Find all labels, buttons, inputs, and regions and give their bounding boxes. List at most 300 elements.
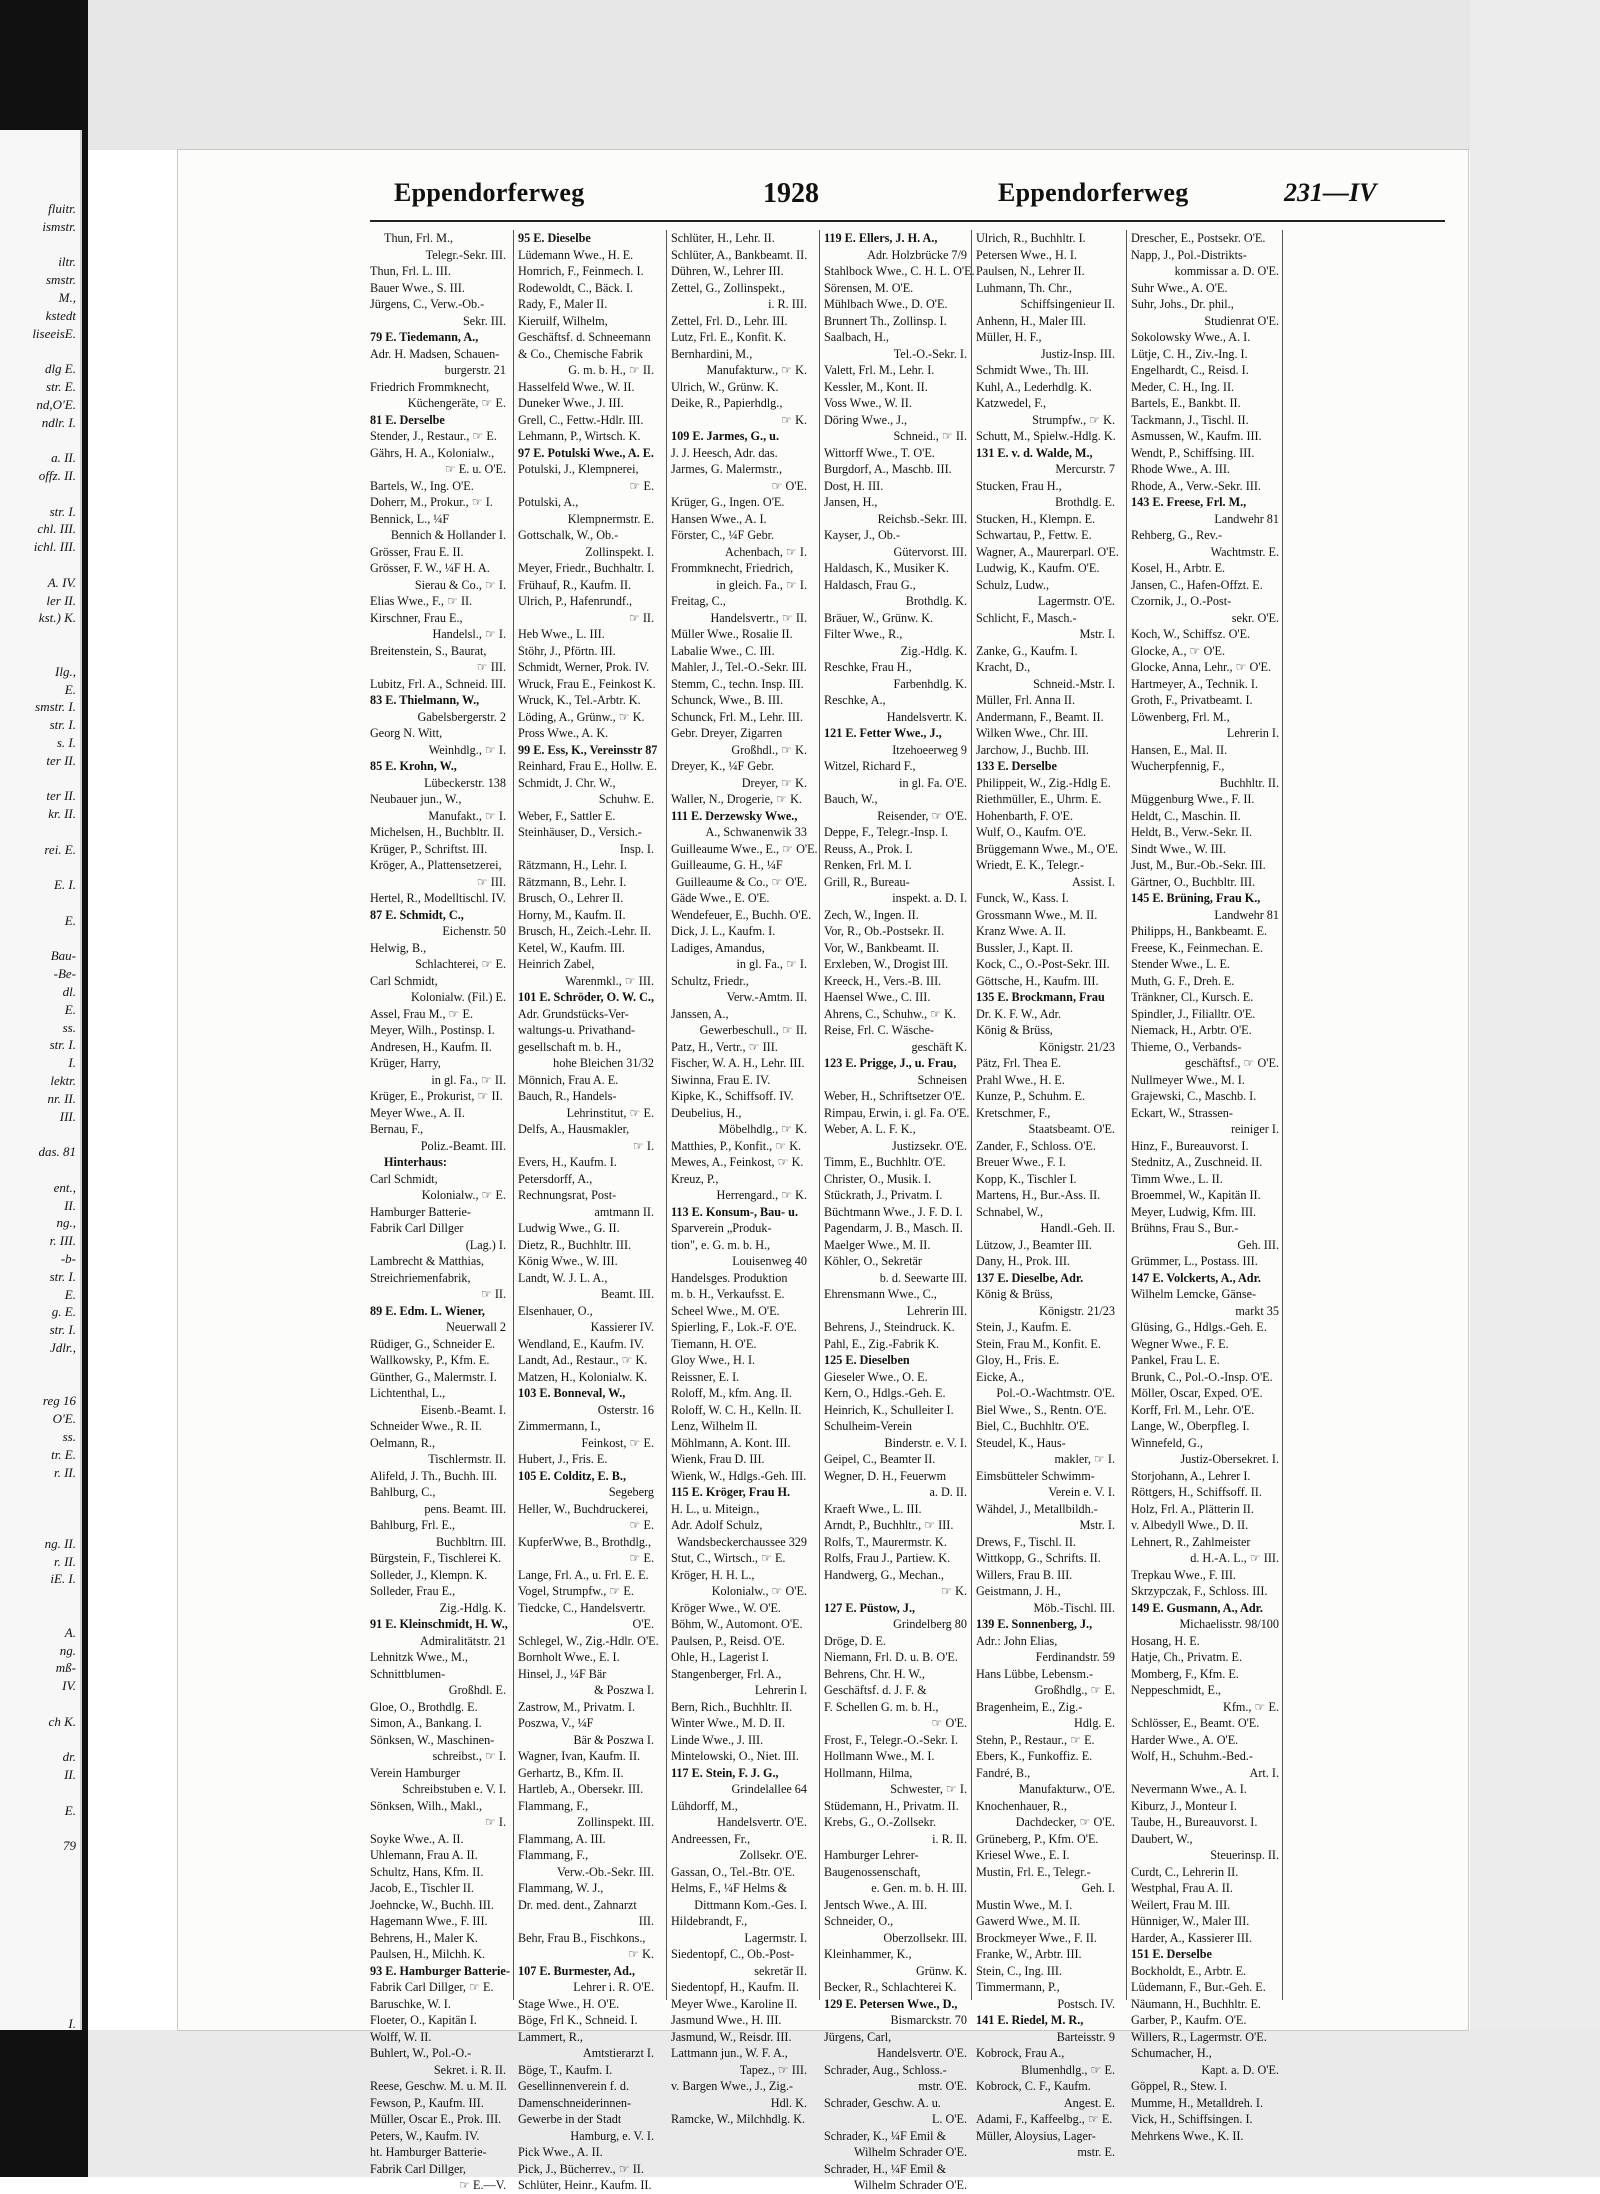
adjacent-page-line: str. E.: [46, 378, 76, 394]
directory-entry-line: Knochenhauer, R.,: [976, 1798, 1067, 1813]
directory-entry-line: Geistmann, J. H.,: [976, 1584, 1061, 1598]
directory-entry-line: Hünniger, W., Maler III.: [1131, 1914, 1250, 1928]
directory-entry-line: Assist. I.: [1071, 874, 1115, 889]
directory-entry-line: Sörensen, M. O'E.: [824, 280, 914, 295]
directory-entry-line: Jarchow, J., Buchb. III.: [976, 742, 1089, 757]
directory-entry-line: Wilken Wwe., Chr. III.: [976, 726, 1088, 740]
directory-entry-line: Meyer, Wilh., Postinsp. I.: [370, 1023, 495, 1037]
directory-entry-line: Flammang, F.,: [518, 1798, 589, 1813]
directory-entry-line: Bern, Rich., Buchhltr. II.: [671, 1699, 793, 1714]
adjacent-page-line: ter II.: [46, 752, 76, 768]
directory-entry-line: ☞ E.: [629, 478, 654, 493]
adjacent-page-line: ter II.: [46, 788, 76, 804]
directory-entry-line: Bahlburg, C.,: [370, 1485, 436, 1499]
directory-entry-line: Wilhelm Schrader O'E.: [853, 2145, 967, 2159]
directory-entry-line: Schlüter, H., Lehr. II.: [671, 231, 775, 245]
directory-entry-line: Siedentopf, C., Ob.-Post-: [671, 1947, 795, 1961]
directory-entry-line: Weber, F., Sattler E.: [518, 808, 616, 823]
directory-entry-line: Zettel, G., Zollinspekt.,: [671, 280, 786, 295]
directory-entry-line: Gährs, H. A., Kolonialw.,: [370, 445, 495, 460]
directory-entry-line: ☞ II.: [628, 610, 654, 625]
directory-entry-line: Rolfs, T., Maurermstr. K.: [824, 1534, 947, 1549]
directory-entry-line: Mahler, J., Tel.-O.-Sekr. III.: [671, 660, 807, 674]
directory-entry-line: Gewerbeschull., ☞ II.: [699, 1023, 807, 1037]
directory-entry-line: Krebs, G., O.-Zollsekr.: [824, 1815, 937, 1829]
directory-entry-line: Schumacher, H.,: [1131, 2046, 1212, 2060]
house-number-entry: 133 E. Derselbe: [976, 759, 1057, 773]
directory-entry-line: Stednitz, A., Zuschneid. II.: [1131, 1155, 1263, 1169]
directory-entry-line: Adr. Holzbrücke 7/9: [867, 247, 967, 262]
directory-entry-line: Reese, Geschw. M. u. M. II.: [370, 2079, 507, 2093]
directory-entry-line: Curdt, C., Lehrerin II.: [1131, 1864, 1239, 1879]
directory-entry-line: Luhmann, Th. Chr.,: [976, 280, 1072, 295]
directory-entry-line: Mstr. I.: [1079, 627, 1115, 641]
adjacent-page-line: [0, 1517, 80, 1535]
directory-entry-line: Bismarckstr. 70: [890, 2013, 967, 2027]
directory-entry-line: Adami, F., Kaffeelbg., ☞ E.: [976, 2112, 1113, 2126]
directory-entry-line: Reise, Frl. C. Wäsche-: [824, 1023, 935, 1037]
directory-entry-line: Andreessen, Fr.,: [671, 1831, 751, 1846]
directory-entry-line: Lubitz, Frl. A., Schneid. III.: [370, 676, 507, 691]
directory-entry-line: Löding, A., Grünw., ☞ K.: [518, 709, 645, 724]
header-year: 1928: [763, 178, 819, 209]
directory-entry-line: Westphal, Frau A. II.: [1131, 1881, 1233, 1895]
adjacent-page-line: str. I.: [49, 1322, 76, 1338]
directory-entry-line: Prahl Wwe., H. E.: [976, 1072, 1065, 1087]
directory-entry-line: Tiemann, H. O'E.: [671, 1336, 757, 1351]
directory-entry-line: Valett, Frl. M., Lehr. I.: [824, 363, 935, 377]
directory-entry-line: Haldasch, K., Musiker K.: [824, 561, 949, 575]
adjacent-page-line: lseilS.: [44, 2123, 76, 2139]
adjacent-page-line: ler II.: [46, 592, 76, 608]
house-number-entry: 113 E. Konsum-, Bau- u.: [671, 1204, 798, 1219]
directory-entry-line: Willers, Frau B. III.: [976, 1567, 1073, 1582]
house-number-entry: 147 E. Volckerts, A., Adr.: [1131, 1270, 1261, 1285]
directory-entry-line: Meyer, Ludwig, Kfm. III.: [1131, 1204, 1257, 1219]
directory-entry-line: Duneker Wwe., J. III.: [518, 396, 624, 410]
directory-entry-line: Vor, R., Ob.-Postsekr. II.: [824, 924, 945, 938]
directory-entry-line: Reuss, A., Prok. I.: [824, 841, 913, 856]
directory-entry-line: Deike, R., Papierhdlg.,: [671, 396, 783, 410]
directory-entry-line: Glüsing, G., Hdlgs.-Geh. E.: [1131, 1320, 1267, 1334]
directory-entry-line: & Poszwa I.: [594, 1683, 654, 1697]
directory-entry-line: Beamt. III.: [600, 1287, 654, 1301]
adjacent-page-line: iE. I.: [50, 1571, 76, 1587]
adjacent-page-line: str. I.: [49, 1037, 76, 1053]
directory-entry-line: Gottschalk, W., Ob.-: [518, 528, 619, 542]
directory-entry-line: Art. I.: [1249, 1765, 1279, 1780]
directory-entry-line: Verw.-Ob.-Sekr. III.: [556, 1864, 654, 1879]
directory-entry-line: Scheel Wwe., M. O'E.: [671, 1303, 780, 1318]
adjacent-page-line: O'E.: [52, 1411, 76, 1427]
directory-entry-line: Zech, W., Ingen. II.: [824, 907, 919, 922]
directory-entry-line: Schulheim-Verein: [824, 1419, 912, 1433]
directory-entry-line: Kranz Wwe. A. II.: [976, 924, 1066, 938]
directory-entry-line: Haldasch, Frau G.,: [824, 577, 916, 592]
directory-entry-line: Manufakt., ☞ I.: [428, 808, 506, 823]
directory-entry-line: Lehnitzk Wwe., M.,: [370, 1650, 468, 1664]
adjacent-page-text: [0, 200, 80, 2140]
directory-entry-line: e. Gen. m. b. H. III.: [871, 1881, 967, 1895]
directory-entry-line: Stein, Frau M., Konfit. E.: [976, 1336, 1101, 1351]
directory-entry-line: Bauer Wwe., S. III.: [370, 280, 465, 295]
adjacent-page-line: [0, 1891, 80, 1909]
directory-entry-line: Hollmann, Hilma,: [824, 1765, 913, 1780]
directory-entry-line: Bragenheim, E., Zig.-: [976, 1699, 1083, 1714]
directory-entry-line: waltungs-u. Privathand-: [518, 1023, 636, 1037]
directory-entry-line: inspekt. a. D. I.: [892, 891, 967, 905]
directory-entry-line: Stein, C., Ing. III.: [976, 1963, 1062, 1978]
directory-entry-line: hohe Bleichen 31/32: [553, 1056, 654, 1070]
directory-entry-line: Lütje, C. H., Ziv.-Ing. I.: [1131, 346, 1248, 361]
directory-entry-line: Louisenweg 40: [732, 1254, 807, 1268]
directory-entry-line: Büchtmann Wwe., J. F. D. I.: [824, 1204, 963, 1219]
header-page-number: 231—IV: [1284, 178, 1377, 207]
directory-entry-line: Ramcke, W., Milchhdlg. K.: [671, 2112, 806, 2126]
directory-entry-line: Hinz, F., Bureauvorst. I.: [1131, 1138, 1249, 1153]
directory-entry-line: Lüdemann, F., Bur.-Geh. E.: [1131, 1980, 1266, 1994]
directory-entry-line: Schwartau, P., Fettw. E.: [976, 528, 1092, 542]
directory-entry-line: Freitag, C.,: [671, 594, 726, 608]
adjacent-page-line: [0, 645, 80, 663]
directory-entry-line: Gloy, H., Fris. E.: [976, 1353, 1060, 1367]
directory-entry-line: Dr. K. F. W., Adr.: [976, 1006, 1062, 1021]
directory-entry-line: Kayser, J., Ob.-: [824, 528, 901, 542]
directory-entry-line: Andermann, F., Beamt. II.: [976, 709, 1104, 724]
adjacent-page-line: [0, 894, 80, 912]
directory-entry-line: Neppeschmidt, E.,: [1131, 1683, 1222, 1697]
directory-entry-line: Warenmkl., ☞ III.: [565, 973, 654, 988]
directory-entry-line: Reisender, ☞ O'E.: [877, 808, 967, 823]
directory-entry-line: Zander, F., Schloss. O'E.: [976, 1138, 1096, 1153]
house-number-entry: 141 E. Riedel, M. R.,: [976, 2013, 1084, 2027]
directory-entry-line: Schlachterei, ☞ E.: [415, 957, 506, 971]
directory-entry-line: Vick, H., Schiffsingen. I.: [1131, 2112, 1253, 2126]
directory-entry-line: Ulrich, R., Buchhltr. I.: [976, 231, 1086, 245]
directory-entry-line: Ohle, H., Lagerist I.: [671, 1650, 769, 1664]
directory-entry-line: Lehrerin I.: [754, 1683, 807, 1697]
directory-entry-line: Friedrich Frommknecht,: [370, 379, 490, 394]
house-number-entry: 135 E. Brockmann, Frau: [976, 990, 1105, 1004]
directory-entry-line: Becker, R., Schlachterei K.: [824, 1980, 957, 1994]
directory-entry-line: F. Schellen G. m. b. H.,: [824, 1699, 939, 1714]
directory-entry-line: Ferdinandstr. 59: [1035, 1650, 1115, 1664]
directory-entry-line: Justiz-Insp. III.: [1040, 346, 1115, 361]
directory-entry-line: Dreyer, ☞ K.: [741, 775, 807, 790]
page-header: [178, 178, 1468, 216]
directory-entry-line: Lutz, Frl. E., Konfit. K.: [671, 330, 787, 344]
directory-entry-line: Janssen, A.,: [671, 1006, 729, 1021]
directory-entry-line: Handelsvertr. O'E.: [717, 1815, 807, 1829]
directory-entry-line: Bornholt Wwe., E. I.: [518, 1650, 620, 1664]
adjacent-page-line: [0, 1855, 80, 1873]
adjacent-page-line: E. I.: [53, 877, 76, 893]
directory-entry-line: Lattmann jun., W. F. A.,: [671, 2046, 788, 2060]
adjacent-page-line: str. I.: [49, 503, 76, 519]
adjacent-page-line: reg 16: [42, 1393, 76, 1409]
directory-entry-line: Lützow, J., Beamter III.: [976, 1237, 1092, 1252]
directory-entry-line: Göttsche, H., Kaufm. III.: [976, 973, 1099, 988]
adjacent-page-line: g. E.: [51, 1304, 76, 1320]
house-number-entry: 99 E. Ess, K., Vereinsstr 87: [518, 742, 658, 757]
directory-entry-line: Reissner, E. I.: [671, 1369, 740, 1384]
directory-entry-line: Schneider Wwe., R. II.: [370, 1419, 482, 1433]
directory-entry-line: Storjohann, A., Lehrer I.: [1131, 1468, 1251, 1483]
directory-entry-line: Hatje, Ch., Privatm. E.: [1131, 1650, 1243, 1664]
directory-entry-line: Sierau & Co., ☞ I.: [414, 577, 506, 592]
directory-entry-line: Handwerg, G., Mechan.,: [824, 1567, 944, 1582]
directory-page: [178, 150, 1468, 2192]
directory-entry-line: Müller, Frl. Anna II.: [976, 693, 1076, 707]
house-number-entry: 105 E. Colditz, E. B.,: [518, 1468, 627, 1483]
adjacent-page-line: K.: [64, 2087, 76, 2103]
adjacent-page-line: dr.: [62, 1749, 76, 1765]
directory-entry-line: Adr. Adolf Schulz,: [671, 1518, 763, 1532]
directory-entry-line: Adr.: John Elias,: [976, 1633, 1058, 1648]
directory-entry-line: Stöhr, J., Pförtn. III.: [518, 643, 616, 658]
adjacent-page-line: -Be-: [53, 966, 76, 982]
directory-entry-line: Simon, A., Bankang. I.: [370, 1716, 482, 1730]
directory-entry-line: Kröger Wwe., W. O'E.: [671, 1600, 781, 1615]
directory-entry-line: Gärtner, O., Buchbltr. III.: [1131, 874, 1256, 889]
directory-entry-line: Schlüter, A., Bankbeamt. II.: [671, 247, 808, 262]
directory-entry-line: Ahrens, C., Schuhw., ☞ K.: [824, 1006, 957, 1021]
directory-entry-line: Möb.-Tischl. III.: [1033, 1600, 1115, 1615]
adjacent-page-line: ichl. III.: [33, 539, 76, 555]
directory-entry-line: Witzel, Richard F.,: [824, 759, 916, 773]
adjacent-page-line: dlg E.: [44, 361, 76, 377]
directory-entry-line: a. D. II.: [929, 1485, 967, 1499]
directory-entry-line: Ebers, K., Funkoffiz. E.: [976, 1749, 1093, 1763]
directory-entry-line: Steudel, K., Haus-: [976, 1435, 1066, 1450]
directory-entry-line: Bockholdt, E., Arbtr. E.: [1131, 1963, 1247, 1978]
directory-entry-line: Baugenossenschaft,: [824, 1864, 921, 1879]
directory-entry-line: Damenschneiderinnen-: [518, 2095, 632, 2110]
directory-entry-line: ☞ E.: [629, 1518, 654, 1532]
directory-entry-line: Schnittblumen-: [370, 1666, 446, 1681]
directory-entry-line: Potulski, A.,: [518, 495, 579, 509]
directory-entry-line: Heller, W., Buchdruckerei,: [518, 1501, 649, 1516]
directory-entry-line: Jansen, C., Hafen-Offzt. E.: [1131, 577, 1263, 592]
house-number-entry: 143 E. Freese, Frl. M.,: [1131, 495, 1247, 509]
directory-entry-line: Gewerbe in der Stadt: [518, 2112, 622, 2126]
directory-entry-line: Kern, O., Hdlgs.-Geh. E.: [824, 1386, 946, 1400]
directory-entry-line: Mustin, Frl. E., Telegr.-: [976, 1864, 1091, 1879]
directory-entry-line: Gabelsbergerstr. 2: [417, 709, 506, 724]
directory-entry-line: Kopp, K., Tischler I.: [976, 1171, 1077, 1186]
directory-entry-line: ☞ E. u. O'E.: [444, 462, 506, 476]
directory-entry-line: L. O'E.: [931, 2112, 967, 2126]
directory-entry-line: Holz, Frl. A., Plätterin II.: [1131, 1501, 1254, 1516]
directory-entry-line: Katzwedel, F.,: [976, 396, 1047, 410]
directory-entry-line: Ketel, W., Kaufm. III.: [518, 940, 625, 955]
directory-entry-line: Schiffsingenieur II.: [1020, 297, 1115, 311]
directory-entry-line: Bär & Poszwa I.: [573, 1732, 654, 1747]
directory-entry-line: in gl. Fa., ☞ I.: [736, 957, 807, 971]
directory-entry-line: Gäde Wwe., E. O'E.: [671, 891, 770, 905]
directory-entry-line: Deppe, F., Telegr.-Insp. I.: [824, 825, 949, 839]
directory-entry-line: Roloff, W. C. H., Kelln. II.: [671, 1402, 802, 1417]
adjacent-page-line: [0, 431, 80, 449]
directory-entry-line: Lehrerin III.: [906, 1303, 967, 1318]
directory-entry-line: Meyer Wwe., A. II.: [370, 1105, 465, 1120]
directory-entry-line: Kipke, K., Schiffsoff. IV.: [671, 1089, 794, 1103]
directory-entry-line: Löwenberg, Frl. M.,: [1131, 709, 1230, 724]
directory-entry-line: Lübeckerstr. 138: [424, 775, 506, 790]
directory-entry-line: Mewes, A., Feinkost, ☞ K.: [671, 1155, 804, 1169]
directory-entry-line: Kieruilf, Wilhelm,: [518, 313, 608, 328]
adjacent-page-line: ss.: [62, 1019, 76, 1035]
adjacent-page-line: [0, 236, 80, 254]
directory-entry-line: Sindt Wwe., W. III.: [1131, 841, 1226, 856]
directory-entry-line: Winnefeld, G.,: [1131, 1435, 1203, 1450]
directory-entry-line: Kretschmer, F.,: [976, 1105, 1051, 1120]
directory-entry-line: Admiralitätstr. 21: [420, 1633, 506, 1648]
directory-entry-line: Mühlbach Wwe., D. O'E.: [824, 297, 948, 311]
directory-entry-line: Sekr. III.: [463, 313, 506, 328]
directory-entry-line: Herrengard., ☞ K.: [716, 1188, 807, 1202]
directory-entry-line: Hans Lübbe, Lebensm.-: [976, 1666, 1094, 1681]
directory-entry-line: Poszwa, V., ¼F: [518, 1716, 594, 1730]
directory-entry-line: Kleinhammer, K.,: [824, 1947, 912, 1961]
directory-entry-line: Rhode, A., Verw.-Sekr. III.: [1131, 478, 1261, 493]
directory-entry-line: Müller Wwe., Rosalie II.: [671, 627, 793, 641]
directory-entry-line: Gerhartz, B., Kfm. II.: [518, 1765, 624, 1780]
directory-entry-line: Glocke, Anna, Lehr., ☞ O'E.: [1131, 660, 1272, 674]
directory-entry-line: Kreuz, P.,: [671, 1171, 719, 1186]
directory-entry-line: III.: [638, 1914, 654, 1928]
directory-entry-line: Drews, F., Tischl. II.: [976, 1534, 1076, 1549]
directory-entry-line: Jasmund, W., Reisdr. III.: [671, 2029, 792, 2044]
house-number-entry: 129 E. Petersen Wwe., D.,: [824, 1996, 958, 2011]
directory-entry-line: Landwehr 81: [1214, 511, 1279, 526]
directory-entry-line: Kriesel Wwe., E. I.: [976, 1848, 1070, 1862]
directory-entry-line: Andresen, H., Kaufm. II.: [370, 1039, 492, 1054]
house-number-entry: 145 E. Brüning, Frau K.,: [1131, 891, 1261, 905]
directory-entry-line: Wendt, P., Schiffsing. III.: [1131, 445, 1255, 460]
adjacent-page-line: r. II.: [53, 1553, 76, 1569]
directory-entry-line: Segeberg: [608, 1485, 654, 1499]
directory-entry-line: Geschäftsf. d. J. F. &: [824, 1683, 927, 1697]
directory-entry-line: Grösser, F. W., ¼F H. A.: [370, 561, 490, 575]
directory-entry-line: Kfm., ☞ E.: [1223, 1699, 1279, 1714]
directory-entry-line: Willers, R., Lagermstr. O'E.: [1131, 2029, 1267, 2044]
directory-entry-line: Philippeit, W., Zig.-Hdlg E.: [976, 775, 1111, 790]
directory-entry-line: Garber, P., Kaufm. O'E.: [1131, 2013, 1247, 2027]
directory-entry-line: Maelger Wwe., M. II.: [824, 1237, 931, 1252]
directory-entry-line: Gesellinnenverein f. d.: [518, 2079, 630, 2093]
directory-entry-line: Ehrensmann Wwe., C.,: [824, 1287, 937, 1301]
directory-entry-line: Burgdorf, A., Maschb. III.: [824, 462, 952, 476]
adjacent-page-line: [0, 1161, 80, 1179]
adjacent-page-line: [0, 930, 80, 948]
directory-entry-line: Stehn, P., Restaur., ☞ E.: [976, 1732, 1095, 1747]
directory-entry-line: v. Bargen Wwe., J., Zig.-: [671, 2079, 793, 2093]
directory-entry-line: Möhlmann, A. Kont. III.: [671, 1435, 791, 1450]
directory-entry-line: Rady, F., Maler II.: [518, 297, 608, 311]
directory-entry-line: ☞ K.: [941, 1584, 967, 1598]
directory-entry-line: Zettel, Frl. D., Lehr. III.: [671, 313, 788, 328]
directory-entry-line: Schrader, H., ¼F Emil &: [824, 2161, 947, 2176]
directory-entry-line: Stender, J., Restaur., ☞ E.: [370, 429, 497, 443]
directory-entry-line: Lehrerin I.: [1226, 726, 1279, 740]
directory-entry-line: Momberg, F., Kfm. E.: [1131, 1666, 1239, 1681]
directory-entry-line: Wähdel, J., Metallbildh.-: [976, 1501, 1098, 1516]
directory-entry-line: Daubert, W.,: [1131, 1831, 1193, 1846]
directory-entry-line: Schunck, Wwe., B. III.: [671, 693, 784, 707]
directory-entry-line: Solleder, J., Klempn. K.: [370, 1567, 488, 1582]
directory-entry-line: Hohenbarth, F. O'E.: [976, 808, 1074, 823]
directory-entry-line: Rhode Wwe., A. III.: [1131, 462, 1230, 476]
directory-entry-line: Schlegel, W., Zig.-Hdlr. O'E.: [518, 1633, 659, 1648]
directory-entry-line: Wegner, D. H., Feuerwm: [824, 1468, 947, 1483]
directory-entry-line: Baruschke, W. I.: [370, 1996, 451, 2011]
adjacent-page-line: ng.,: [56, 1215, 76, 1231]
directory-entry-line: Guilleaume, G. H., ¼F: [671, 858, 783, 872]
directory-entry-line: m. b. H., Verkaufsst. E.: [671, 1287, 785, 1301]
directory-entry-line: Fewson, P., Kaufm. III.: [370, 2095, 484, 2110]
directory-entry-line: Stucken, H., Klempn. E.: [976, 511, 1096, 526]
directory-entry-line: Horny, M., Kaufm. II.: [518, 907, 626, 922]
directory-entry-line: Adr. H. Madsen, Schauen-: [370, 346, 500, 361]
directory-entry-line: Vor, W., Bankbeamt. II.: [824, 940, 940, 955]
directory-entry-line: Grünw. K.: [916, 1963, 967, 1978]
directory-entry-line: Biel Wwe., S., Rentn. O'E.: [976, 1402, 1107, 1417]
directory-entry-line: Böge, Frl K., Schneid. I.: [518, 2013, 638, 2027]
directory-entry-line: Kobrock, C. F., Kaufm.: [976, 2079, 1091, 2093]
adjacent-page-line: E.: [64, 912, 76, 928]
directory-entry-line: Schlicht, F., Masch.-: [976, 610, 1077, 625]
column-3: [666, 230, 818, 2126]
column-1: [370, 230, 510, 2192]
directory-entry-line: Schutt, M., Spielw.-Hdlg. K.: [976, 429, 1116, 443]
directory-entry-line: Kreeck, H., Vers.-B. III.: [824, 973, 942, 988]
directory-entry-line: Asmussen, W., Kaufm. III.: [1131, 429, 1262, 443]
directory-entry-line: Floeter, O., Kapitän I.: [370, 2013, 477, 2027]
directory-entry-line: Dany, H., Prok. III.: [976, 1254, 1070, 1268]
directory-entry-line: d. H.-A. L., ☞ III.: [1190, 1551, 1279, 1565]
adjacent-page-line: rei. E.: [44, 841, 76, 857]
directory-entry-line: Böge, T., Kaufm. I.: [518, 2062, 613, 2077]
directory-entry-line: Lambrecht & Matthias,: [370, 1254, 485, 1268]
adjacent-page-line: M.,: [58, 289, 76, 305]
adjacent-page-line: E.: [64, 1802, 76, 1818]
directory-entry-line: Hamburger Lehrer-: [824, 1848, 919, 1862]
directory-entry-line: Fischer, W. A. H., Lehr. III.: [671, 1056, 805, 1070]
directory-entry-line: Justizsekr. O'E.: [892, 1138, 967, 1153]
adjacent-page-line: ng.: [59, 1642, 76, 1658]
adjacent-page-line: [0, 1873, 80, 1891]
directory-entry-line: Poliz.-Beamt. III.: [420, 1138, 506, 1153]
column-4: [819, 230, 975, 2192]
directory-entry-line: Frommknecht, Friedrich,: [671, 561, 794, 575]
adjacent-page-line: [0, 1926, 80, 1944]
directory-entry-line: Thun, Frl. L. III.: [370, 264, 451, 278]
directory-entry-line: Zimmermann, I.,: [518, 1419, 601, 1433]
adjacent-page-line: nd,O'E.: [36, 396, 76, 412]
adjacent-page-line: [0, 770, 80, 788]
directory-entry-line: Förster, C., ¼F Gebr.: [671, 528, 775, 542]
directory-entry-line: Mstr. I.: [1079, 1518, 1115, 1532]
directory-entry-line: Kiburz, J., Monteur I.: [1131, 1798, 1237, 1813]
directory-entry-line: Böhm, W., Automont. O'E.: [671, 1617, 803, 1631]
house-number-entry: 109 E. Jarmes, G., u.: [671, 429, 779, 443]
directory-entry-line: Buchhltr. II.: [1219, 775, 1279, 790]
directory-entry-line: Zollinspekt. I.: [585, 544, 654, 559]
directory-entry-line: Breuer Wwe., F. I.: [976, 1155, 1066, 1169]
house-number-entry: 101 E. Schröder, O. W. C.,: [518, 990, 654, 1004]
directory-entry-line: Stucken, Frau H.,: [976, 478, 1062, 493]
